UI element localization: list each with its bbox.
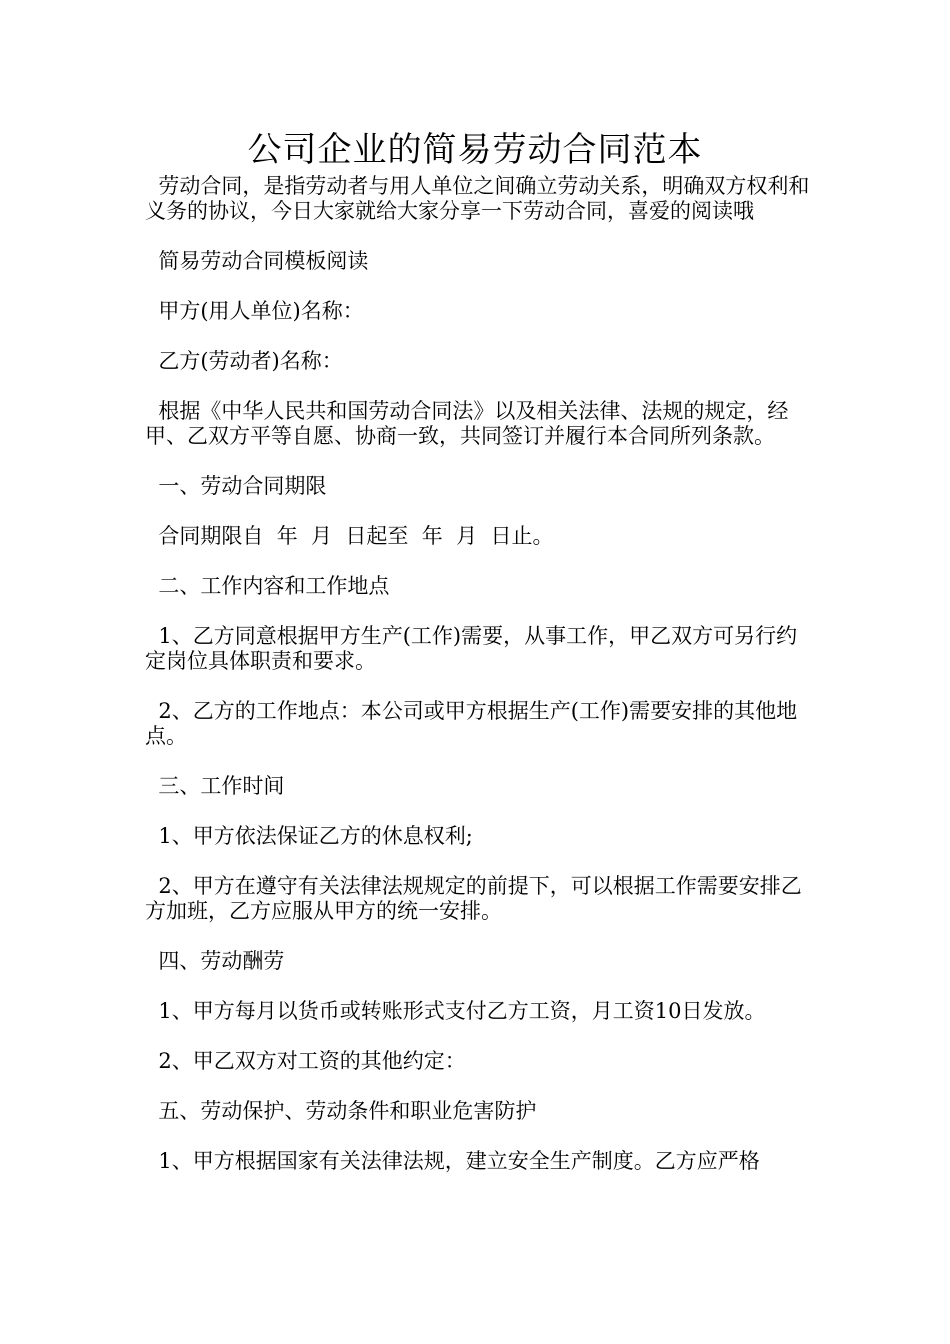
- intro-paragraph: 劳动合同，是指劳动者与用人单位之间确立劳动关系，明确双方权利和义务的协议，今日大家就给大家分享一下劳动合同，喜爱的阅读哦: [145, 174, 810, 223]
- section-heading-pay: 四、劳动酬劳: [145, 949, 285, 973]
- hours-item-2: 2、甲方在遵守有关法律法规规定的前提下，可以根据工作需要安排乙方加班，乙方应服从甲方的统一安排。: [145, 874, 802, 923]
- work-item-1: 1、乙方同意根据甲方生产(工作)需要，从事工作，甲乙双方可另行约定岗位具体职责和要求。: [145, 624, 798, 673]
- party-a-line: 甲方(用人单位)名称：: [145, 299, 364, 323]
- section-heading-term: 一、劳动合同期限: [145, 474, 327, 498]
- pay-item-2: 2、甲乙双方对工资的其他约定：: [145, 1049, 466, 1073]
- section-heading-hours: 三、工作时间: [145, 774, 285, 798]
- hours-item-1: 1、甲方依法保证乙方的休息权利;: [145, 824, 473, 848]
- protection-item-1: 1、甲方根据国家有关法律法规，建立安全生产制度。乙方应严格: [145, 1149, 760, 1173]
- section-heading-template: 简易劳动合同模板阅读: [145, 249, 369, 273]
- section-heading-protection: 五、劳动保护、劳动条件和职业危害防护: [145, 1099, 537, 1123]
- basis-paragraph: 根据《中华人民共和国劳动合同法》以及相关法律、法规的规定，经甲、乙双方平等自愿、协商一致，共同签订并履行本合同所列条款。: [145, 399, 789, 448]
- section-heading-work: 二、工作内容和工作地点: [145, 574, 390, 598]
- document-body: [145, 174, 815, 1174]
- work-item-2: 2、乙方的工作地点：本公司或甲方根据生产(工作)需要安排的其他地点。: [145, 699, 798, 748]
- party-b-line: 乙方(劳动者)名称：: [145, 349, 343, 373]
- term-paragraph: 合同期限自 年 月 日起至 年 月 日止。: [145, 524, 554, 548]
- pay-item-1: 1、甲方每月以货币或转账形式支付乙方工资，月工资10日发放。: [145, 999, 766, 1023]
- document-title: 公司企业的简易劳动合同范本: [247, 130, 703, 170]
